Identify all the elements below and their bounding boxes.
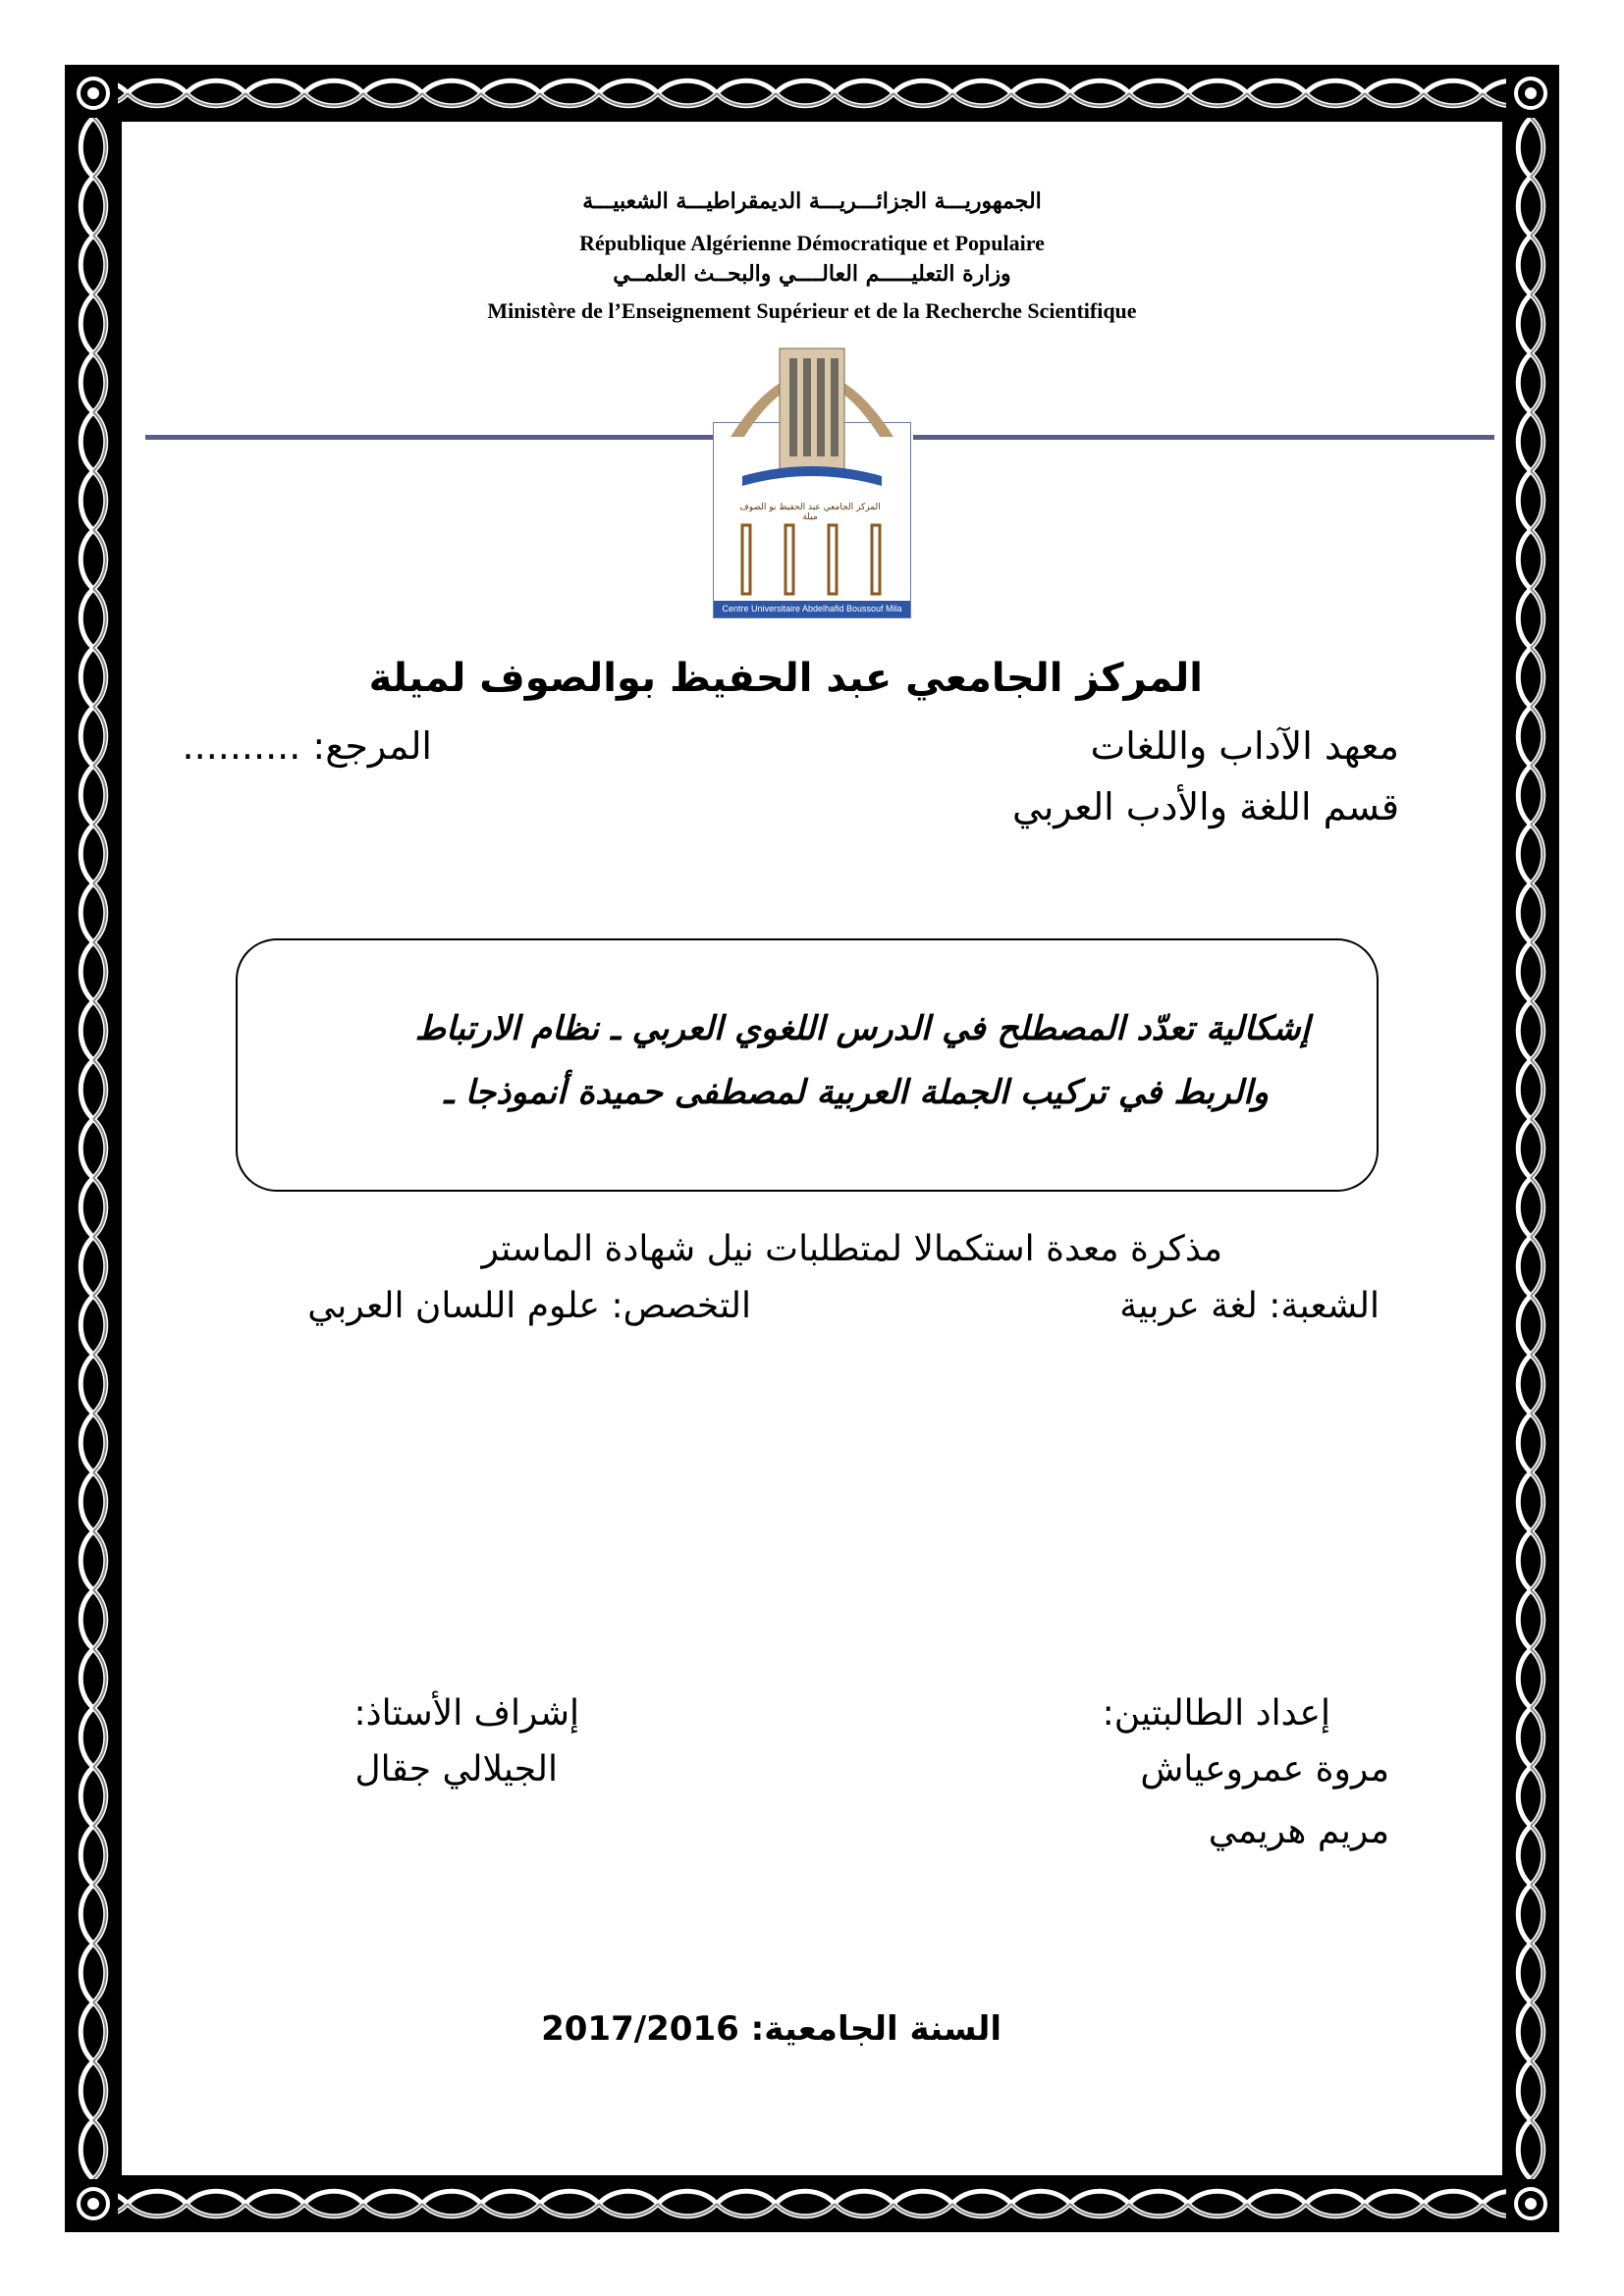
university-logo-icon xyxy=(713,319,911,618)
thesis-title-line2: والربط في تركيب الجملة العربية لمصطفى حميدة أنموذجا ـ xyxy=(443,1073,1269,1112)
corner-ornament-icon xyxy=(69,2179,118,2228)
header-rule-right xyxy=(913,435,1494,440)
supervisor-name: الجيلالي جقال xyxy=(354,1749,558,1789)
student-name: مروة عمروعياش xyxy=(1140,1749,1389,1789)
student-name: مريم هريمي xyxy=(1208,1811,1389,1851)
degree-statement: مذكرة معدة استكمالا لمتطلبات نيل شهادة الماستر xyxy=(481,1229,1222,1269)
header-rule-left xyxy=(145,435,713,440)
university-name: المركز الجامعي عبد الحفيظ بوالصوف لميلة xyxy=(368,656,1203,701)
border-left-chain xyxy=(69,118,118,2179)
branch-field: الشعبة: لغة عربية xyxy=(1119,1286,1380,1326)
republic-arabic: الجمهوريـــة الجزائـــريـــة الديمقراطيـــة الشعبيـــة xyxy=(582,188,1042,214)
ministry-french: Ministère de l’Enseignement Supérieur et de la Recherche Scientifique xyxy=(487,298,1137,323)
corner-ornament-icon xyxy=(69,69,118,118)
border-bottom-chain xyxy=(69,2179,1555,2228)
academic-year: السنة الجامعية: 2017/2016 xyxy=(541,2009,1001,2049)
institute-name: معهد الآداب واللغات xyxy=(1090,724,1399,768)
thesis-title-line1: إشكالية تعدّد المصطلح في الدرس اللغوي العربي ـ نظام الارتباط xyxy=(414,1009,1310,1048)
logo-caption-arabic: المركز الجامعي عبد الحفيظ بو الصوف ميلة xyxy=(739,503,881,522)
students-label: إعداد الطالبتين: xyxy=(1102,1693,1330,1734)
logo-caption-french: Centre Universitaire Abdelhafid Boussouf Mila xyxy=(714,601,910,617)
specialty-field: التخصص: علوم اللسان العربي xyxy=(307,1286,751,1326)
supervisor-label: إشراف الأستاذ: xyxy=(353,1693,579,1734)
thesis-title-box xyxy=(236,938,1379,1192)
republic-french: République Algérienne Démocratique et Populaire xyxy=(579,231,1045,255)
ministry-arabic: وزارة التعليـــــم العالــــي والبحــث العلمــي xyxy=(613,261,1011,287)
corner-ornament-icon xyxy=(1506,2179,1555,2228)
corner-ornament-icon xyxy=(1506,69,1555,118)
border-top-chain xyxy=(69,69,1555,118)
department-name: قسم اللغة والأدب العربي xyxy=(1012,785,1399,828)
border-right-chain xyxy=(1506,118,1555,2179)
reference-field: المرجع: .......... xyxy=(182,724,432,768)
